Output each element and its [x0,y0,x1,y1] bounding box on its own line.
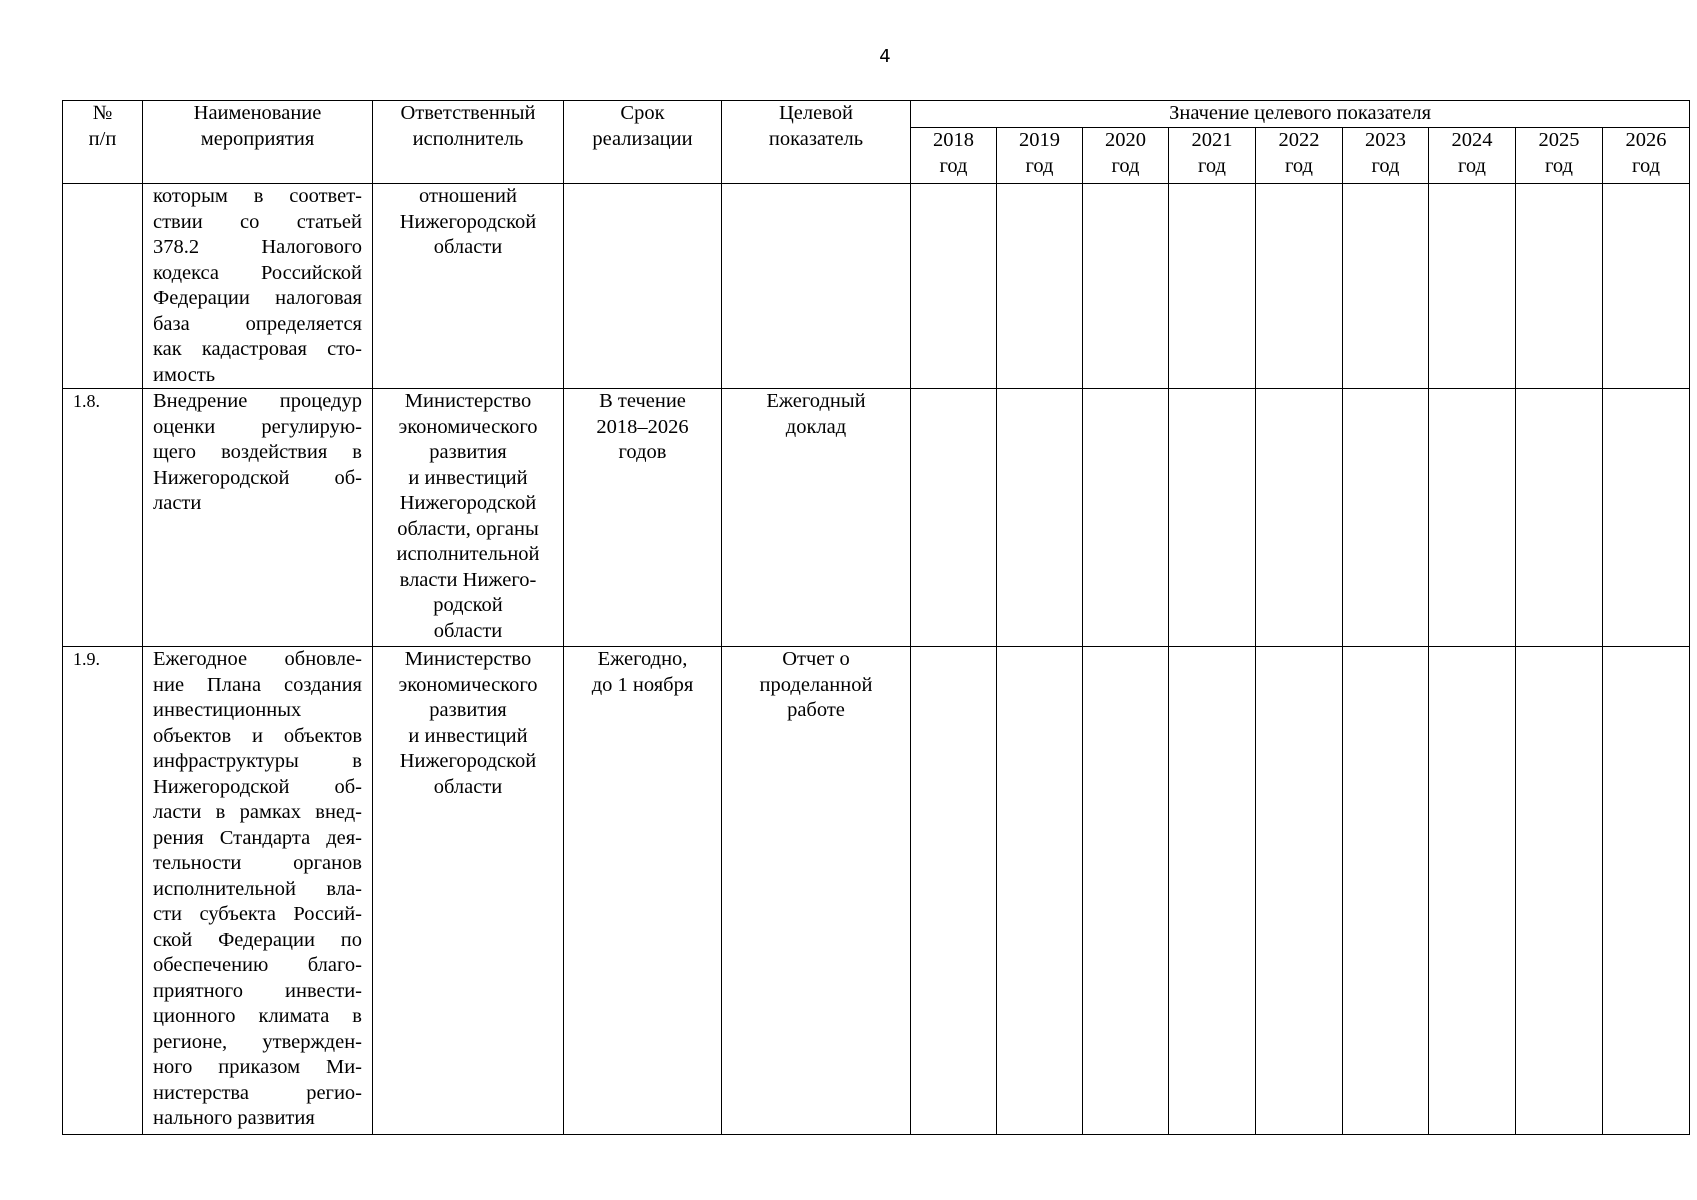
cell-indicator [722,184,911,389]
table-body [63,184,1690,1135]
name_lines-line: Ежегодное обновле- [153,648,362,670]
header-indicator [722,101,911,184]
name_lines-line: имость [153,363,216,386]
cell-indicator [722,647,911,1135]
header-num-line: № [92,102,113,124]
header-year [1169,128,1256,184]
year-label: 2024 [1451,129,1493,151]
indicator_lines-line: проделанной [759,673,873,696]
year-label: 2018 [933,129,974,151]
name_lines-line: Федерации налоговая [153,287,362,309]
term_lines-line: до 1 ноября [591,673,694,696]
name_lines-line: ласти [153,492,202,514]
executor_lines-line: экономического [398,673,538,696]
cell-year-value [1256,647,1343,1135]
cell-year-value [1343,647,1429,1135]
cell-year-value [911,647,997,1135]
name_lines-line: нистерства регио- [153,1081,362,1104]
cell-year-value [1603,389,1690,647]
cell-year-value [1343,389,1429,647]
executor_lines-line: Нижегородской [399,210,537,233]
name_lines-line: база определяется [153,312,362,335]
executor_lines-line: области [433,619,503,642]
header-year [1256,128,1343,184]
cell-year-value [1169,184,1256,389]
name_lines-line: Внедрение процедур [153,390,362,412]
name_lines-line: регионе, утвержден- [153,1030,362,1053]
term_lines-line: В течение [599,390,686,412]
name_lines-line: щего воздействия в [153,441,362,463]
target-indicators-table [62,100,1690,1135]
year-suffix: год [1198,154,1226,177]
cell-year-value [1603,647,1690,1135]
header-name-line: мероприятия [200,127,315,150]
name_lines-line: ствии со статьей [153,210,362,233]
executor_lines-line: экономического [398,415,538,438]
cell-executor [373,647,564,1135]
name_lines-line: 378.2 Налогового [153,236,362,258]
header-executor-line: Ответственный [400,102,536,124]
name_lines-line: рения Стандарта дея- [153,826,362,849]
name_lines-line: как кадастровая сто- [153,338,362,360]
year-label: 2021 [1191,129,1233,151]
name_lines-line: оценки регулирую- [153,415,362,438]
cell-executor [373,389,564,647]
table-header [63,101,1690,184]
cell-year-value [997,647,1083,1135]
executor_lines-line: Нижегородской [399,492,537,514]
header-num [63,101,143,184]
year-suffix: год [939,154,968,177]
year-label: 2019 [1019,129,1060,151]
year-suffix: год [1371,154,1400,177]
year-label: 2026 [1625,129,1667,151]
year-suffix: год [1025,154,1054,177]
page-number: 4 [879,46,891,67]
header-executor [373,101,564,184]
year-suffix: год [1632,154,1661,177]
cell-year-value [1083,647,1169,1135]
cell-year-value [1429,389,1516,647]
header-year [1603,128,1690,184]
executor_lines-line: Нижегородской [399,750,537,772]
executor_lines-line: Министерство [404,390,532,412]
indicator_lines-line: Ежегодный [766,390,866,412]
term_lines-line: Ежегодно, [597,648,688,670]
name_lines-line: Нижегородской об- [153,466,362,489]
cell-year-value [1169,389,1256,647]
header-row-1 [63,101,1690,128]
cell-year-value [1083,184,1169,389]
name_lines-line: ской Федерации по [153,928,362,951]
name_lines-line: обеспечению благо- [153,954,362,976]
header-executor-line: исполнитель [412,127,524,150]
cell-term [564,389,722,647]
table-row [63,647,1690,1135]
name_lines-line: инвестиционных [153,699,302,721]
cell-name [143,647,373,1135]
cell-year-value [997,184,1083,389]
name_lines-line: сти субъекта Россий- [153,903,362,925]
cell-term [564,647,722,1135]
header-year [1429,128,1516,184]
name_lines-line: ционного климата в [153,1005,362,1027]
cell-year-value [1169,647,1256,1135]
cell-year-value [997,389,1083,647]
year-suffix: год [1285,154,1313,177]
header-year [997,128,1083,184]
name_lines-line: ние Плана создания [153,673,362,696]
cell-year-value [1256,184,1343,389]
executor_lines-line: области [433,775,503,798]
cell-name [143,184,373,389]
executor_lines-line: власти Нижего- [399,568,537,591]
executor_lines-line: развития [429,441,507,463]
cell-year-value [1603,184,1690,389]
executor_lines-line: области, органы [397,517,539,540]
cell-term [564,184,722,389]
name_lines-line: инфраструктуры в [153,750,362,772]
indicator_lines-line: доклад [785,415,847,438]
executor_lines-line: и инвестиций [408,466,528,489]
year-suffix: год [1545,154,1573,177]
header-name-line: Наименование [193,102,322,124]
cell-year-value [1343,184,1429,389]
cell-year-value [1429,647,1516,1135]
name_lines-line: Нижегородской об- [153,775,362,798]
executor_lines-line: Министерство [404,648,532,670]
name_lines-line: тельности органов [153,852,362,874]
cell-year-value [911,389,997,647]
cell-year-value [911,184,997,389]
year-label: 2025 [1538,129,1580,151]
cell-indicator [722,389,911,647]
cell-name [143,389,373,647]
executor_lines-line: развития [429,699,507,721]
cell-executor [373,184,564,389]
year-label: 2020 [1105,129,1146,151]
name_lines-line: исполнительной вла- [153,877,362,900]
executor_lines-line: исполнительной [396,543,540,565]
header-value-group: Значение целевого показателя [911,101,1690,128]
executor_lines-line: отношений [419,185,517,207]
table-row [63,389,1690,647]
header-year [911,128,997,184]
header-year [1083,128,1169,184]
cell-year-value [1516,389,1603,647]
name_lines-line: ного приказом Ми- [153,1056,362,1078]
cell-num: 1.9. [63,647,143,1135]
name_lines-line: объектов и объектов [153,724,362,747]
cell-year-value [1516,647,1603,1135]
name_lines-line: нального развития [153,1107,315,1129]
executor_lines-line: и инвестиций [408,724,528,747]
year-suffix: год [1111,154,1140,177]
header-term [564,101,722,184]
term_lines-line: годов [618,441,667,463]
header-name [143,101,373,184]
year-suffix: год [1458,154,1486,177]
cell-num [63,184,143,389]
year-label: 2022 [1278,129,1320,151]
cell-year-value [1516,184,1603,389]
cell-year-value [1429,184,1516,389]
cell-year-value [1083,389,1169,647]
header-year [1343,128,1429,184]
cell-year-value [1256,389,1343,647]
table-row [63,184,1690,389]
header-indicator-line: показатель [768,127,864,150]
header-year [1516,128,1603,184]
header-num-line: п/п [88,127,117,150]
name_lines-line: приятного инвести- [153,979,362,1002]
executor_lines-line: родской [433,594,503,616]
indicator_lines-line: Отчет о [782,648,850,670]
cell-num: 1.8. [63,389,143,647]
executor_lines-line: области [433,236,503,258]
name_lines-line: ласти в рамках внед- [153,801,362,823]
name_lines-line: которым в соответ- [153,185,362,207]
header-term-line: Срок [620,102,665,124]
name_lines-line: кодекса Российской [153,261,362,284]
year-label: 2023 [1365,129,1406,151]
indicator_lines-line: работе [787,699,845,721]
term_lines-line: 2018–2026 [596,415,689,438]
header-indicator-line: Целевой [779,102,853,124]
header-term-line: реализации [592,127,693,150]
